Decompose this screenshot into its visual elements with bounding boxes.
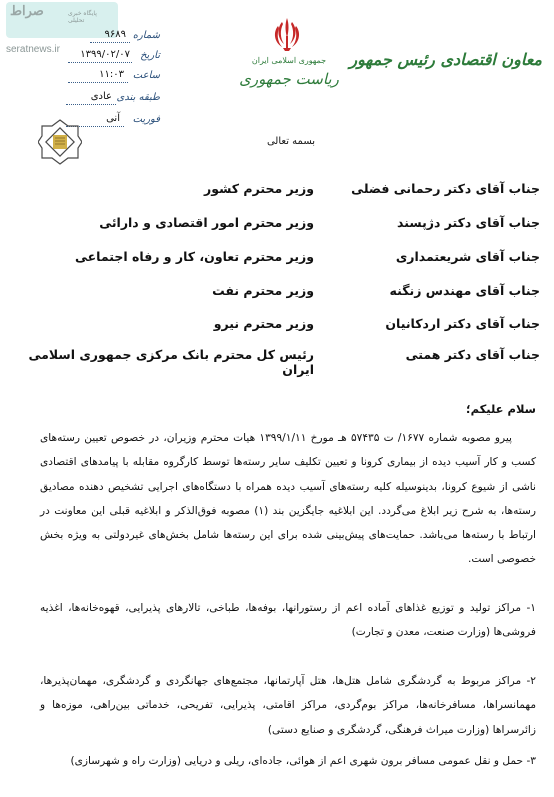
republic-line: جمهوری اسلامی ایران xyxy=(251,56,327,65)
priority-label: فوریت xyxy=(132,114,160,125)
recipient-name: جناب آقای دکتر همتی xyxy=(405,347,540,362)
recipient-role: وزیر محترم نفت xyxy=(212,283,314,298)
recipient-role: وزیر محترم تعاون، کار و رفاه اجتماعی xyxy=(74,249,314,264)
date-label: تاریخ xyxy=(140,50,160,61)
watermark-tagline: پایگاه خبری تحلیلی xyxy=(68,10,97,24)
recipient-role: وزیر محترم نیرو xyxy=(213,316,314,331)
watermark-logo: صراط xyxy=(10,4,44,19)
date-value: ۱۳۹۹/۰۲/۰۷ xyxy=(80,49,130,60)
presidency-title: ریاست جمهوری xyxy=(239,70,339,88)
time-value: ۱۱:۰۳ xyxy=(99,69,124,80)
watermark-site: seratnews.ir xyxy=(6,44,60,55)
recipient-role: وزیر محترم امور اقتصادی و دارائی xyxy=(99,215,314,230)
list-item: ۱- مراکز تولید و توزیع غذاهای آماده اعم از رستورانها، بوفه‌ها، طباخی، تالارهای پذیرایی، قهوه‌خانه‌ها، اغذیه فروشی‌ها (وزارت صنعت، معدن و تجارت) xyxy=(40,602,536,639)
recipient-name: جناب آقای مهندس زنگنه xyxy=(389,283,540,298)
recipient-role: رئیس کل محترم بانک مرکزی جمهوری اسلامی ایران xyxy=(28,347,314,377)
body-paragraph: پیرو مصوبه شماره ۱۶۷۷/ ت ۵۷۴۳۵ هـ مورخ ۱۳۹۹/۱/۱۱ هیات محترم وزیران، در خصوص تعیین رسته‌های کسب و کار آسیب دیده از بیماری کرونا و تعیین تکلیف سایر رسته‌ها توسط کارگروه مقابله با پیامدهای اقتصادی ناشی از شیوع کرونا، بدینوسیله کلیه رسته‌های آسیب دیده همراه با دستگاه‌های اجرایی تشخیص دهنده مصادیق رسته‌ها، به شرح زیر ابلاغ می‌گردد. این ابلاغیه جایگزین بند (۱) مصوبه فوق‌الذکر و ابلاغیه قبلی این معاونت در ارتباط با رسته‌ها می‌باشد. حمایت‌های پیش‌بینی شده برای این رسته‌ها شامل بخش‌های غیردولتی به ویژه بخش خصوصی است. xyxy=(40,432,536,566)
recipient-name: جناب آقای شریعتمداری xyxy=(395,249,540,264)
list-item: ۲- مراکز مربوط به گردشگری شامل هتل‌ها، هتل آپارتمانها، مجتمع‌های جهانگردی و گردشگری، مهمان‌پذیرها، مهمانسراها، مسافرخانه‌ها، مراکز بوم‌گردی، مراکز اقامتی، پذیرایی، تفریحی، خدماتی بین‌راهی، موزه‌ها و زائرسراها (وزارت میراث فرهنگی، گردشگری و صنایع دستی) xyxy=(40,675,536,736)
time-label: ساعت xyxy=(132,70,160,81)
basmala xyxy=(0,136,554,147)
office-title: معاون اقتصادی رئیس جمهور xyxy=(349,50,542,69)
priority-value: آنی xyxy=(106,113,120,124)
iran-emblem-icon xyxy=(272,16,302,52)
list-item: ۳- حمل و نقل عمومی مسافر برون شهری اعم از هوائی، جاده‌ای، ریلی و دریایی (وزارت راه و شهرسازی) xyxy=(70,755,536,767)
recipient-role: وزیر محترم کشور xyxy=(204,181,314,196)
number-label: شماره xyxy=(132,30,160,41)
recipient-name: جناب آقای دکتر اردکانیان xyxy=(385,316,540,331)
recipient-name: جناب آقای دکتر رحمانی فضلی xyxy=(351,181,540,196)
classification-value: عادی xyxy=(90,91,112,102)
basmala-text: بسمه تعالی xyxy=(266,136,316,147)
classification-label: طبقه بندی xyxy=(116,92,160,103)
recipient-name: جناب آقای دکتر دژپسند xyxy=(397,215,540,230)
number-value: ۹۶۸۹ xyxy=(104,29,126,40)
salutation: سلام علیکم؛ xyxy=(465,402,536,416)
